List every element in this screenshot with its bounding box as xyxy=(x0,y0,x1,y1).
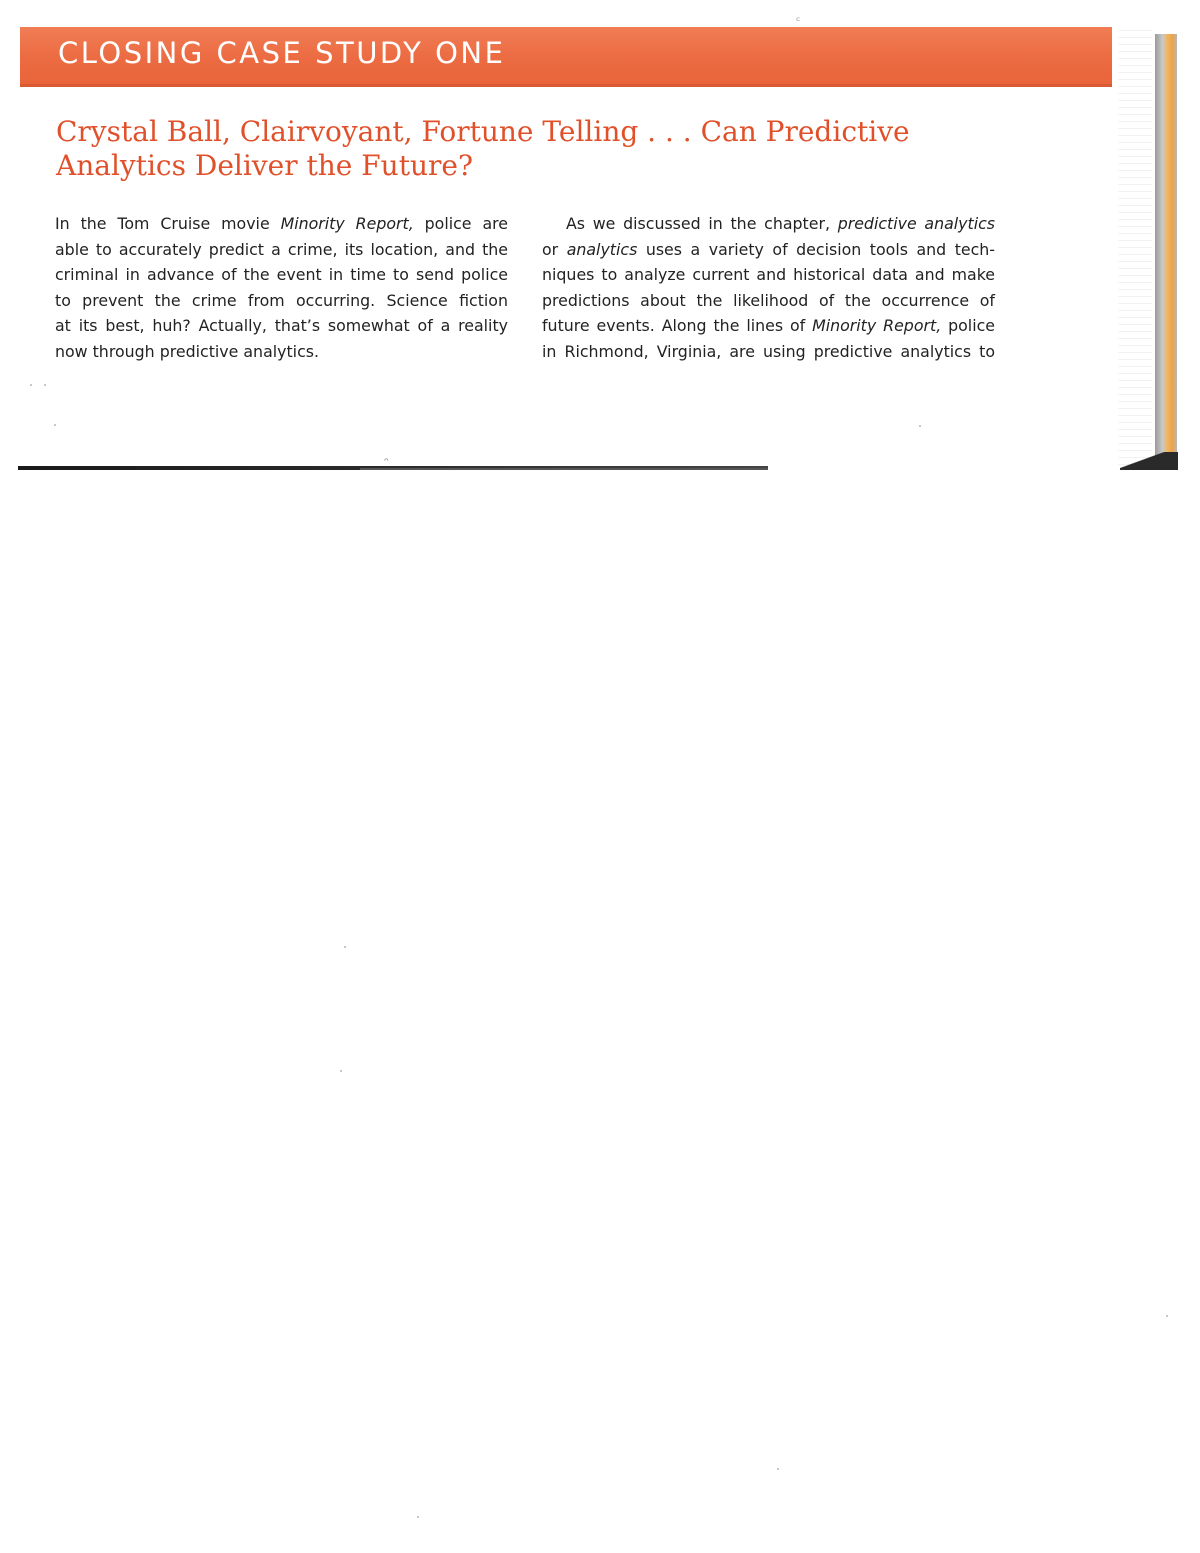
scan-edge-texture xyxy=(1118,30,1152,470)
title-line-1: Crystal Ball, Clairvoyant, Fortune Telling . . . Can Predictive xyxy=(56,115,910,148)
scan-speck xyxy=(919,425,921,427)
scan-speck xyxy=(54,424,56,426)
section-banner xyxy=(20,27,1112,87)
scan-speck xyxy=(340,1070,342,1072)
paragraph-line: niques to analyze current and historical data and make xyxy=(542,265,995,285)
scan-speck xyxy=(30,384,32,386)
case-study-title xyxy=(56,115,956,183)
scan-speck xyxy=(777,1468,779,1470)
title-line-2: Analytics Deliver the Future? xyxy=(56,149,473,182)
scan-artifact-mark: ᶜ xyxy=(796,14,801,28)
paragraph-line: predictions about the likelihood of the occurrence of xyxy=(542,290,995,310)
paragraph-line: In the Tom Cruise movie Minority Report, police are xyxy=(55,214,508,233)
paragraph-line: or analytics uses a variety of decision tools and tech- xyxy=(542,239,995,259)
paragraph-line: to prevent the crime from occurring. Science fiction xyxy=(55,290,508,310)
paragraph-line: criminal in advance of the event in time to send police xyxy=(55,265,508,285)
paragraph-line: future events. Along the lines of Minority Report, police xyxy=(542,316,995,336)
section-label: CLOSING CASE STUDY ONE xyxy=(58,36,506,70)
page-edge-corner xyxy=(1120,452,1178,470)
section-divider-tail xyxy=(360,468,768,470)
page-edge-strip xyxy=(1155,34,1177,468)
paragraph-line: at its best, huh? Actually, that’s somewhat of a reality xyxy=(55,316,508,336)
scan-speck xyxy=(44,384,46,386)
paragraph-line: able to accurately predict a crime, its location, and the xyxy=(55,239,508,259)
body-column-left xyxy=(55,211,508,365)
scan-speck xyxy=(344,946,346,948)
paragraph-line: now through predictive analytics. xyxy=(55,341,320,361)
scan-speck xyxy=(417,1516,419,1518)
scan-speck xyxy=(1166,1315,1168,1317)
paragraph-line: in Richmond, Virginia, are using predictive analytics to xyxy=(542,341,995,361)
scan-artifact-mark: ᵔ xyxy=(384,455,389,469)
paragraph-line: As we discussed in the chapter, predictive analytics xyxy=(566,214,996,233)
body-column-right xyxy=(542,211,995,365)
